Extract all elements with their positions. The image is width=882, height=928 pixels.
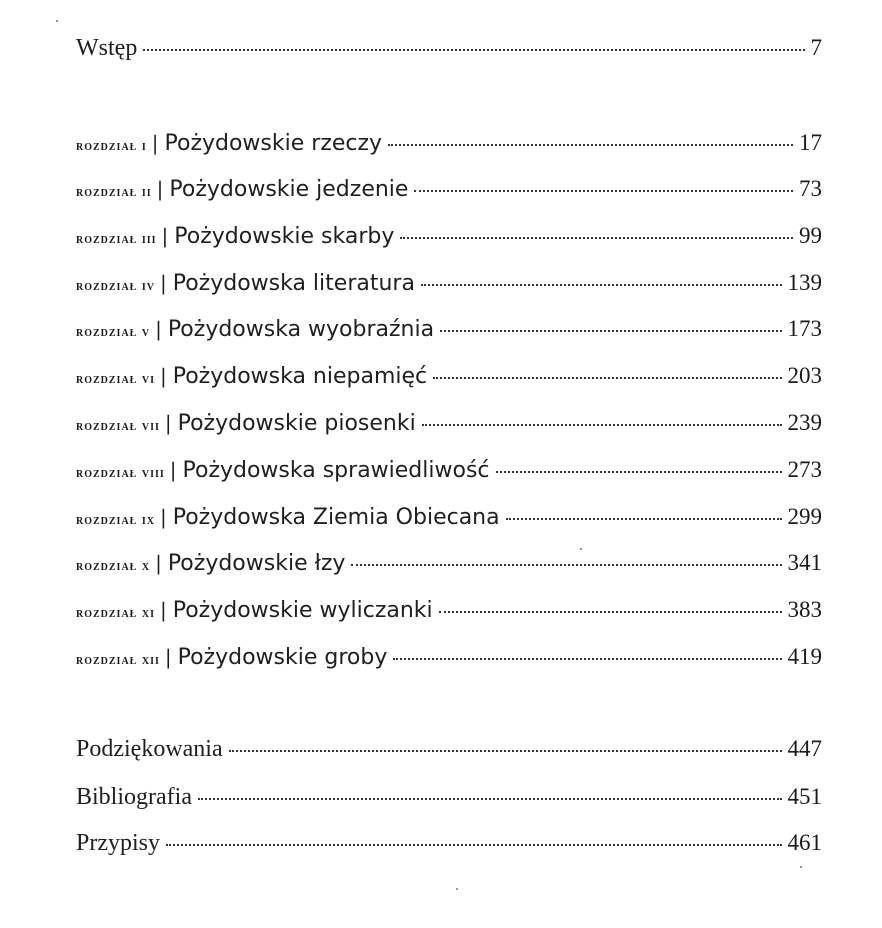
- separator: |: [156, 177, 164, 201]
- toc-entry-page: 447: [787, 736, 822, 761]
- dot-leader: [422, 422, 782, 426]
- scan-speck: [800, 866, 802, 868]
- toc-entry-chapter: [76, 595, 822, 629]
- dot-leader: [198, 796, 782, 800]
- chapter-number: rozdział x: [76, 559, 151, 574]
- chapter-page: 99: [799, 223, 822, 248]
- dot-leader: [229, 748, 782, 752]
- dot-leader: [506, 516, 782, 520]
- separator: |: [161, 224, 169, 248]
- toc-entry-chapter: [76, 174, 822, 208]
- scan-speck: [56, 20, 58, 22]
- chapter-number: rozdział iii: [76, 232, 157, 247]
- chapter-title: Pożydowska sprawiedliwość: [182, 458, 490, 483]
- chapter-number: rozdział viii: [76, 466, 165, 481]
- scan-speck: [456, 888, 458, 890]
- chapter-number: rozdział ix: [76, 513, 155, 528]
- toc-entry-title: Wstęp: [76, 35, 138, 61]
- toc-entry-page: 451: [787, 784, 822, 809]
- chapter-title: Pożydowska literatura: [172, 271, 415, 296]
- chapter-title: Pożydowska Ziemia Obiecana: [172, 505, 500, 530]
- chapter-page: 341: [787, 550, 822, 575]
- scan-speck: [580, 548, 582, 550]
- chapter-page: 203: [787, 363, 822, 388]
- chapter-page: 299: [787, 504, 822, 529]
- separator: |: [164, 645, 172, 669]
- toc-entry-chapter: [76, 548, 822, 582]
- chapter-number: rozdział ii: [76, 185, 152, 200]
- toc-entry-chapter: [76, 128, 822, 162]
- chapter-number: rozdział xii: [76, 653, 160, 668]
- chapter-page: 419: [787, 644, 822, 669]
- chapter-title: Pożydowskie rzeczy: [164, 131, 383, 156]
- chapter-page: 239: [787, 410, 822, 435]
- separator: |: [164, 411, 172, 435]
- chapter-title: Pożydowskie łzy: [167, 551, 346, 576]
- toc-entry-chapter: [76, 408, 822, 442]
- chapter-number: rozdział i: [76, 139, 147, 154]
- toc-entry-back: [76, 828, 822, 858]
- chapter-title: Pożydowskie piosenki: [177, 411, 416, 436]
- chapter-number: rozdział vii: [76, 419, 160, 434]
- separator: |: [159, 598, 167, 622]
- dot-leader: [433, 375, 781, 379]
- chapter-title: Pożydowskie skarby: [174, 224, 395, 249]
- chapter-number: rozdział v: [76, 325, 151, 340]
- toc-entry-chapter: [76, 221, 822, 255]
- separator: |: [169, 458, 177, 482]
- dot-leader: [421, 282, 782, 286]
- toc-entry-chapter: [76, 642, 822, 676]
- toc-entry-front: [76, 33, 822, 63]
- chapter-page: 173: [787, 316, 822, 341]
- chapter-title: Pożydowska wyobraźnia: [167, 317, 435, 342]
- separator: |: [155, 317, 162, 341]
- toc-entry-chapter: [76, 455, 822, 489]
- chapter-title: Pożydowskie groby: [177, 645, 388, 670]
- dot-leader: [351, 562, 781, 566]
- dot-leader: [439, 609, 782, 613]
- separator: |: [155, 551, 162, 575]
- chapter-title: Pożydowska niepamięć: [172, 364, 428, 389]
- chapter-number: rozdział vi: [76, 372, 155, 387]
- chapter-page: 273: [787, 457, 822, 482]
- separator: |: [159, 271, 167, 295]
- dot-leader: [440, 328, 781, 332]
- toc-entry-title: Podziękowania: [76, 736, 223, 762]
- toc-entry-back: [76, 782, 822, 812]
- toc-entry-back: [76, 734, 822, 764]
- toc-entry-title: Przypisy: [76, 830, 160, 856]
- toc-entry-chapter: [76, 502, 822, 536]
- toc-entry-chapter: [76, 314, 822, 348]
- chapter-title: Pożydowskie wyliczanki: [172, 598, 433, 623]
- dot-leader: [143, 47, 804, 51]
- toc-entry-title: Bibliografia: [76, 784, 192, 810]
- chapter-page: 73: [799, 176, 822, 201]
- chapter-number: rozdział iv: [76, 279, 155, 294]
- separator: |: [151, 131, 159, 155]
- toc-entry-page: 461: [787, 830, 822, 855]
- separator: |: [159, 505, 167, 529]
- dot-leader: [496, 469, 782, 473]
- chapter-page: 383: [787, 597, 822, 622]
- dot-leader: [393, 656, 781, 660]
- toc-entry-page: 7: [810, 35, 822, 60]
- dot-leader: [388, 142, 793, 146]
- separator: |: [159, 364, 167, 388]
- chapter-page: 17: [799, 130, 822, 155]
- dot-leader: [166, 842, 782, 846]
- dot-leader: [400, 235, 793, 239]
- chapter-title: Pożydowskie jedzenie: [169, 177, 409, 202]
- toc-entry-chapter: [76, 268, 822, 302]
- chapter-page: 139: [787, 270, 822, 295]
- toc-entry-chapter: [76, 361, 822, 395]
- dot-leader: [414, 188, 793, 192]
- chapter-number: rozdział xi: [76, 606, 155, 621]
